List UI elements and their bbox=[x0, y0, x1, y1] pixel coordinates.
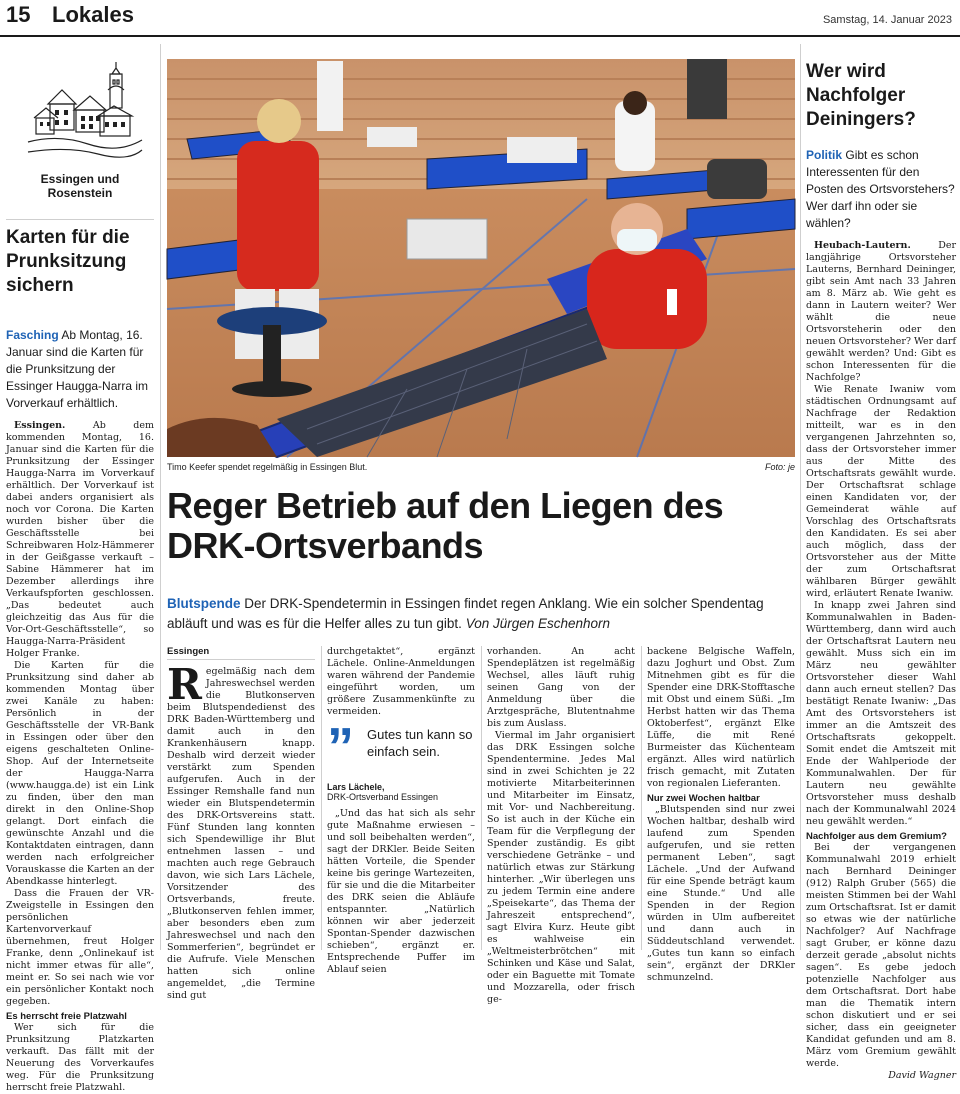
deck-text: Der DRK-Spendetermin in Essingen findet regen Anklang. Wie ein solcher Spendentag abläuft und was es für die Helfer alles zu tun gibt. bbox=[167, 596, 764, 631]
column-rule-2 bbox=[481, 646, 482, 950]
photo-illustration bbox=[167, 59, 795, 457]
left-paragraph: Wer sich für die Prunksitzung Platzkarten verkauft. Das fällt mit der Neuerung des Vorverkaufes weg. Für die Prunksitzung herrscht freie Platzwahl. bbox=[6, 1022, 154, 1093]
right-author: David Wagner bbox=[888, 1070, 956, 1081]
right-paragraph: In knapp zwei Jahren sind Kommunalwahlen in Baden-Württemberg, dann wird auch der Ortschaftsrat Lautern neu gewählt. Muss sich ein im März neu gewählter Ortsvorsteher dieser Wahl dann auch erneut stellen? Das bestätigt Renate Iwaniw: „Das Amt des Ortsvorstehers ist immer an die Amtszeit des Ortschaftsrats gekoppelt. Somit endet die Amtszeit mit Ende der Wahlperiode der Kommunalwahlen. Der für Lautern neu gewählte Ortsvorsteher muss deshalb nach der Kommunalwahl 2024 neu gewählt werden.“ bbox=[806, 600, 956, 827]
town-label-line1: Essingen und bbox=[40, 172, 120, 186]
drop-cap: R bbox=[167, 660, 202, 709]
column-rule-left bbox=[160, 44, 161, 950]
deck-author: Von Jürgen Eschenhorn bbox=[465, 616, 611, 631]
masthead bbox=[0, 0, 960, 38]
article-paragraph: „Blutspenden sind nur zwei Wochen haltbar, deshalb wird laufend zum Spenden aufgerufen, und sie retten permanent Leben“, sagt Lächele. „Und der Aufwand für eine Spende beträgt kaum eine Stunde.“ Und alle Spenden in der Region würden in Ulm aufbereitet und dann auch in Süddeutschland verwendet. „Gutes tun kann so einfach sein“, ergänzt der DRKler schmunzelnd. bbox=[647, 804, 795, 983]
article-dateline: Essingen bbox=[167, 646, 315, 660]
article-headline[interactable]: Reger Betrieb auf den Liegen des DRK-Ortsverbands bbox=[167, 485, 724, 566]
article-paragraph: backene Belgische Waffeln, dazu Joghurt und Obst. Zum Mitnehmen gibt es für die Spender eine DRK-Stofftasche mit Obst und einem Süßi. „Im Herbst hatten wir das Thema Oktoberfest“, ergänzt Elke Lüffe, die mit René Burmeister das Küchenteam ergänzt. Alles wird natürlich frisch gemacht, mit Zutaten von regionalen Lieferanten. bbox=[647, 646, 795, 789]
quote-author: Lars Lächele, bbox=[327, 782, 385, 792]
right-column bbox=[806, 44, 956, 1081]
left-paragraph bbox=[6, 420, 154, 660]
pull-quote bbox=[327, 717, 475, 777]
left-paragraph-text: Ab dem kommenden Montag, 16. Januar sind die Karten für die Prunksitzung der Essinger Haugga-Narra im Vorverkauf erhältlich. Der Vorverkauf ist dabei anders organisiert als noch vor Corona. Die Karten wurden bisher über die Geschäftsstelle bei Schreibwaren Holz-Hämmerer in der Geißgasse verkauft – Sabine Hämmerer hat im Dezember allerdings ihre Verkaufspforten geschlossen. „Das bedeutet auch gleichzeitig das Aus für die Vor-Ort-Geschäftsstelle“, so Haugga-Narra-Präsident Holger Franke. bbox=[6, 420, 154, 659]
issue-date: Samstag, 14. Januar 2023 bbox=[822, 14, 952, 26]
left-teaser-kicker: Fasching bbox=[6, 328, 59, 342]
article-paragraph: „Und das hat sich als sehr gute Maßnahme erwiesen – und soll beibehalten werden“, sagt der DRKler. Beide Seiten hätten Vorteile, die Spender keine bis geringe Wartezeiten, für sie und die die Mitarbeiter des DRK seien die Abläufe entspannter. „Natürlich können wir aber jederzeit Spontan-Spender dazwischen schieben“, ergänzt er. Entsprechende Puffer im Ablauf seien bbox=[327, 808, 475, 975]
section-title: Lokales bbox=[52, 2, 134, 27]
article-paragraph bbox=[167, 660, 315, 1002]
caption-text: Timo Keefer spendet regelmäßig in Essingen Blut. bbox=[167, 462, 368, 472]
left-paragraph: Die Karten für die Prunksitzung sind daher ab kommenden Montag über zwei Kanäle zu haben: Persönlich in der Geschäftsstelle der VR-Bank in Essingen oder über den eigens geschalteten Online-Shop. Auf der Internetseite der Haugga-Narra (www.haugga.de) ist ein Link zu finden, über den man direkt in den Online-Shop gelangt. Dort einfach die gewünschte Anzahl und die Kontaktdaten eintragen, dann werden nach erfolgreicher Vorauskasse die Karten an der Abendkasse hinterlegt. bbox=[6, 660, 154, 887]
left-subhead: Es herrscht freie Platzwahl bbox=[6, 1011, 127, 1022]
page-number: 15 bbox=[6, 2, 31, 27]
article-paragraph: vorhanden. An acht Spendeplätzen ist regelmäßig Wechsel, alles läuft ruhig seinen Gang von der Anmeldung über die Arztgespräche, Blutentnahme bis zum Auslass. bbox=[487, 646, 635, 729]
right-body bbox=[806, 240, 956, 1082]
quote-author-role: DRK-Ortsverband Essingen bbox=[327, 792, 439, 802]
right-headline[interactable]: Wer wird Nachfolger Deiningers? bbox=[806, 61, 916, 130]
right-paragraph bbox=[806, 240, 956, 384]
left-teaser bbox=[6, 327, 154, 412]
right-dateline: Heubach-Lautern. bbox=[814, 240, 911, 251]
deck-kicker: Blutspende bbox=[167, 596, 241, 611]
left-teaser-text: Ab Montag, 16. Januar sind die Karten für die Prunksitzung der Essinger Haugga-Narra im Vorverkauf erhältlich. bbox=[6, 328, 149, 410]
pull-quote-text: Gutes tun kann so einfach sein. bbox=[367, 727, 473, 759]
column-rule-3 bbox=[641, 646, 642, 950]
right-paragraph-text: Der langjährige Ortsvorsteher Lauterns, Bernhard Deininger, gibt sein Amt nach 33 Jahren am 8. März ab. Wie geht es dann in Lautern weiter? Wer wählt die neue Ortsvorsteherin oder den neuen Ortsvorsteher? Wer darf gewählt werden? Und: Gibt es schon Interessenten für die Nachfolge? bbox=[806, 240, 956, 383]
masthead-rule bbox=[0, 35, 960, 37]
right-teaser bbox=[806, 147, 956, 232]
column-rule-1 bbox=[321, 646, 322, 950]
left-column bbox=[6, 44, 154, 1093]
right-paragraph: Bei der vergangenen Kommunalwahl 2019 erhielt nach Bernhard Deininger (912) Ralph Gruber (565) die meisten Stimmen bei der Wahl zum Ortschaftsrat. Ist er damit so etwas wie der natürliche Nachfolger? Auf Nachfrage sagt Gruber, er könne dazu derzeit gerade „absolut nichts sagen“. Es gebe jedoch potenzielle Nachfolger aus dem Ortschaftsrat. Dort habe man die Thematik intern schon diskutiert und er sei sicher, dass ein geeigneter Kandidat gefunden und am 8. März vom Gremium gewählt werde. bbox=[806, 842, 956, 1069]
article-paragraph: Viermal im Jahr organisiert das DRK Essingen solche Spendentermine. Jedes Mal sind in zwei Schichten je 22 motivierte Mitarbeiterinnen und Mitarbeiter im Einsatz, mit Vor- und Nachbereitung. So ist auch in der Küche ein Team für die Verpflegung der Spender zuständig. Es gibt verschiedene Getränke – und natürlich etwas zur Stärkung hinterher. „Wir überlegen uns zu jedem Termin eine andere „Speisekarte“, das Thema der Jahreszeit entsprechend“, sagt Elvira Kurz. Heute gibt es wahlweise ein „Weltmeisterbrötchen“ mit Schinken und Käse und Salat, oder ein Baguette mit Tomate und Mozzarella, oder frisch ge- bbox=[487, 730, 635, 1005]
right-teaser-kicker: Politik bbox=[806, 148, 843, 162]
right-paragraph: Wie Renate Iwaniw vom städtischen Ordnungsamt auf Nachfrage der Redaktion mitteilt, war es in den vergangenen Jahrzehnten so, dass der Ortsvorsteher immer aus der Mitte des Ortschaftsrats gewählt wurde. Der Ortschaftsrat schlage einen Kandidaten vor, der Gemeinderat wähle auf Vorschlag des Ortschaftsrats den Kandidaten. Es sei aber auch möglich, dass der Ortsvorsteher aus der Mitte der zum Ortschaftsrat wählbaren Bürger gewählt wird, erläutert Renate Iwaniw. bbox=[806, 384, 956, 599]
article-deck bbox=[167, 594, 795, 634]
left-body bbox=[6, 420, 154, 1094]
article-column-2 bbox=[327, 646, 475, 975]
article-paragraph: durchgetaktet“, ergänzt Lächele. Online-Anmeldungen waren während der Pandemie eingeführt worden, um größere Zusammenkünfte zu vermeiden. bbox=[327, 646, 475, 717]
quote-mark-icon: ” bbox=[327, 717, 354, 777]
left-dateline: Essingen. bbox=[14, 420, 66, 431]
article-photo[interactable] bbox=[167, 59, 795, 457]
article-paragraph-text: egelmäßig nach dem Jahreswechsel werden die Blutkonserven beim Blutspendedienst des DRK Baden-Württemberg und damit auch in den Krankenhäusern knapp. Deshalb wird derzeit wieder verstärkt zum Spenden aufgerufen. Auch in der Essinger Remshalle fand nun wieder ein Blutspendetermin des DRK-Ortsvereins statt. Fünf Stunden lang konnten sich Spendewillige ihr Blut entnehmen lassen – und machten auch rege Gebrauch davon, wie sich Lars Lächele, Vorsitzender des Ortsverbands, freute. „Blutkonserven fehlen immer, aber besonders eben zum Jahreswechsel und nach den Sommerferien“, begründet er die Aufrufe. Viele Menschen hatten sich online angemeldet, „die Termine sind gut bbox=[167, 666, 315, 1001]
photo-credit: Foto: je bbox=[764, 462, 795, 472]
article-subhead: Nur zwei Wochen haltbar bbox=[647, 793, 760, 804]
left-divider bbox=[6, 219, 154, 220]
town-logo-icon bbox=[28, 60, 142, 164]
right-subhead: Nachfolger aus dem Gremium? bbox=[806, 831, 947, 842]
photo-caption bbox=[167, 462, 795, 472]
article-column-1 bbox=[167, 646, 315, 1001]
left-paragraph: Dass die Frauen der VR-Zweigstelle in Essingen den persönlichen Kartenvorverkauf übernehmen, freut Holger Franke, denn „Onlinekauf ist nicht immer etwas für alle“, meint er. So sei nach wie vor ein persönlicher Kontakt noch gegeben. bbox=[6, 888, 154, 1007]
left-headline[interactable]: Karten für die Prunksitzung sichern bbox=[6, 227, 130, 296]
article-column-3 bbox=[487, 646, 635, 1005]
town-label-line2: Rosenstein bbox=[47, 186, 113, 200]
article-column-4 bbox=[647, 646, 795, 983]
right-teaser-text: Gibt es schon Interessenten für den Posten des Ortsvorstehers? Wer darf ihn oder sie wählen? bbox=[806, 148, 955, 230]
town-label bbox=[6, 172, 154, 200]
column-rule-right bbox=[800, 44, 801, 950]
